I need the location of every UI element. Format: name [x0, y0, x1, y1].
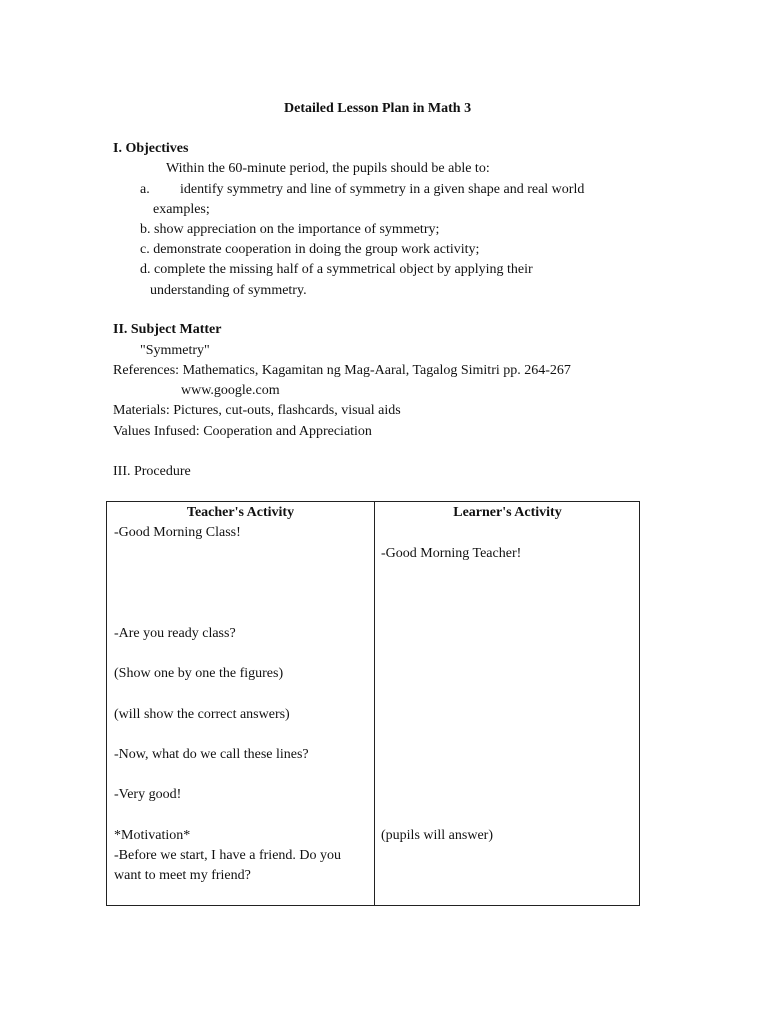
teacher-line: -Good Morning Class!: [114, 525, 241, 540]
teacher-line: (Show one by one the figures): [114, 666, 284, 681]
procedure-table: [106, 501, 640, 906]
procedure-heading: III. Procedure: [113, 464, 191, 479]
teacher-line: (will show the correct answers): [114, 707, 290, 722]
teacher-line: -Are you ready class?: [114, 626, 236, 641]
table-column-divider: [374, 502, 375, 905]
references-link: www.google.com: [181, 383, 280, 398]
objective-a-continuation: examples;: [153, 202, 210, 217]
objective-c: c. demonstrate cooperation in doing the group work activity;: [140, 242, 480, 257]
teacher-line: -Very good!: [114, 787, 182, 802]
objectives-intro: Within the 60-minute period, the pupils should be able to:: [166, 161, 490, 176]
objective-a-text: identify symmetry and line of symmetry in a given shape and real world: [180, 182, 585, 197]
learner-line: -Good Morning Teacher!: [381, 546, 522, 561]
learner-activity-header: Learner's Activity: [453, 505, 562, 520]
materials: Materials: Pictures, cut-outs, flashcards, visual aids: [113, 403, 401, 418]
objective-d: d. complete the missing half of a symmetrical object by applying their: [140, 262, 533, 277]
teacher-line: *Motivation*: [114, 828, 191, 843]
objective-a-marker: a.: [140, 182, 150, 197]
teacher-activity-header: Teacher's Activity: [186, 505, 295, 520]
objectives-heading: I. Objectives: [113, 141, 189, 156]
objective-d-continuation: understanding of symmetry.: [150, 283, 307, 298]
values-infused: Values Infused: Cooperation and Appreciation: [113, 424, 372, 439]
subject-matter-heading: II. Subject Matter: [113, 322, 222, 337]
learner-line: (pupils will answer): [381, 828, 493, 843]
objective-b: b. show appreciation on the importance of symmetry;: [140, 222, 440, 237]
teacher-line: -Now, what do we call these lines?: [114, 747, 309, 762]
subject-topic: "Symmetry": [140, 343, 210, 358]
teacher-line: want to meet my friend?: [114, 868, 251, 883]
references: References: Mathematics, Kagamitan ng Mag-Aaral, Tagalog Simitri pp. 264-267: [113, 363, 571, 378]
document-title: Detailed Lesson Plan in Math 3: [284, 101, 472, 116]
teacher-line: -Before we start, I have a friend. Do you: [114, 848, 342, 863]
